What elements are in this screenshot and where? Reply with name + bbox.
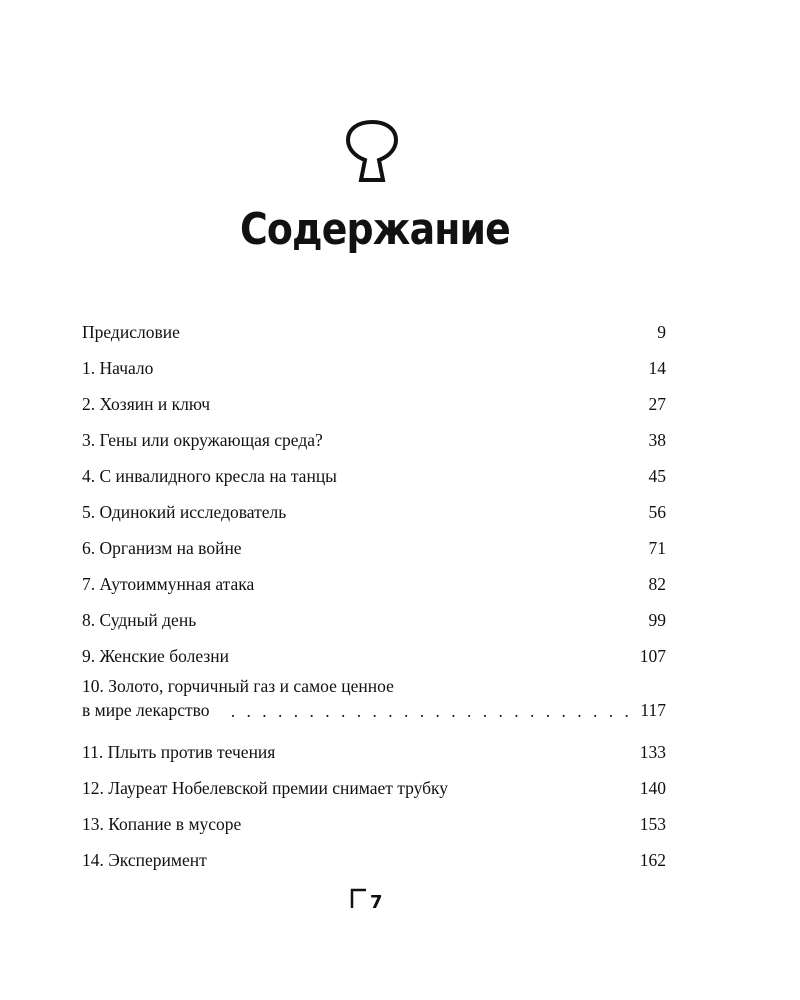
toc-entry-chapter-2[interactable] [82, 386, 666, 422]
toc-entry-page: 140 [639, 778, 666, 798]
toc-entry-page: 14 [648, 358, 666, 378]
toc-entry-label: 6. Организм на войне [82, 538, 242, 558]
toc-entry-page: 107 [639, 646, 666, 666]
toc-entry-chapter-4[interactable] [82, 458, 666, 494]
toc-entry-page: 38 [648, 430, 666, 450]
toc-entry-label: 12. Лауреат Нобелевской премии снимает трубку [82, 778, 449, 798]
toc-entry-label: 3. Гены или окружающая среда? [82, 430, 323, 450]
table-of-contents [82, 314, 666, 878]
toc-entry-chapter-3[interactable] [82, 422, 666, 458]
toc-entry-page: 9 [657, 322, 666, 342]
toc-entry-label-continued: в мире лекарство [82, 700, 210, 720]
toc-entry-label: 4. С инвалидного кресла на танцы [82, 466, 337, 486]
toc-entry-page: 56 [648, 502, 666, 522]
toc-entry-label: 8. Судный день [82, 610, 197, 630]
toc-dot-leader [333, 431, 634, 449]
toc-entry-page: 45 [648, 466, 666, 486]
toc-entry-label: 14. Эксперимент [82, 850, 207, 870]
toc-entry-preface[interactable] [82, 314, 666, 350]
toc-entry-chapter-6[interactable] [82, 530, 666, 566]
toc-entry-label: 10. Золото, горчичный газ и самое ценное [82, 676, 394, 696]
toc-entry-page: 27 [648, 394, 666, 414]
toc-entry-page: 71 [648, 538, 666, 558]
toc-dot-leader [458, 779, 632, 797]
toc-dot-leader [206, 611, 634, 629]
toc-dot-leader [285, 743, 631, 761]
toc-dot-leader [264, 575, 634, 593]
toc-entry-line [82, 698, 666, 722]
toc-entry-chapter-11[interactable] [82, 734, 666, 770]
keyhole-icon [340, 118, 404, 188]
page-folio [350, 888, 390, 918]
page-title: Содержание [239, 204, 510, 255]
toc-entry-label: 9. Женские болезни [82, 646, 229, 666]
toc-entry-chapter-9[interactable] [82, 638, 666, 674]
toc-dot-leader [251, 815, 631, 833]
toc-entry-label: 11. Плыть против течения [82, 742, 276, 762]
toc-entry-label: 5. Одинокий исследователь [82, 502, 287, 522]
page-number: 7 [370, 892, 383, 913]
toc-entry-page: 117 [640, 700, 666, 720]
toc-dot-leader [220, 395, 634, 413]
toc-entry-chapter-10[interactable] [82, 674, 666, 734]
toc-dot-leader [239, 647, 632, 665]
toc-dot-leader [296, 503, 634, 521]
toc-dot-leader [217, 851, 632, 869]
toc-entry-chapter-13[interactable] [82, 806, 666, 842]
toc-entry-page: 153 [639, 814, 666, 834]
toc-dot-leader [163, 359, 634, 377]
toc-dot-leader [190, 323, 634, 341]
toc-entry-chapter-1[interactable] [82, 350, 666, 386]
toc-entry-chapter-5[interactable] [82, 494, 666, 530]
corner-bracket-icon [350, 888, 368, 908]
toc-entry-page: 133 [639, 742, 666, 762]
toc-entry-page: 99 [648, 610, 666, 630]
toc-entry-label: Предисловие [82, 322, 180, 342]
toc-entry-chapter-14[interactable] [82, 842, 666, 878]
toc-entry-label: 1. Начало [82, 358, 154, 378]
toc-dot-leader [220, 701, 633, 719]
toc-entry-label: 13. Копание в мусоре [82, 814, 242, 834]
toc-entry-page: 82 [648, 574, 666, 594]
toc-entry-label: 2. Хозяин и ключ [82, 394, 211, 414]
toc-entry-label: 7. Аутоиммунная атака [82, 574, 255, 594]
toc-entry-chapter-12[interactable] [82, 770, 666, 806]
toc-entry-page: 162 [639, 850, 666, 870]
toc-entry-chapter-7[interactable] [82, 566, 666, 602]
toc-entry-chapter-8[interactable] [82, 602, 666, 638]
toc-dot-leader [347, 467, 634, 485]
toc-dot-leader [252, 539, 634, 557]
